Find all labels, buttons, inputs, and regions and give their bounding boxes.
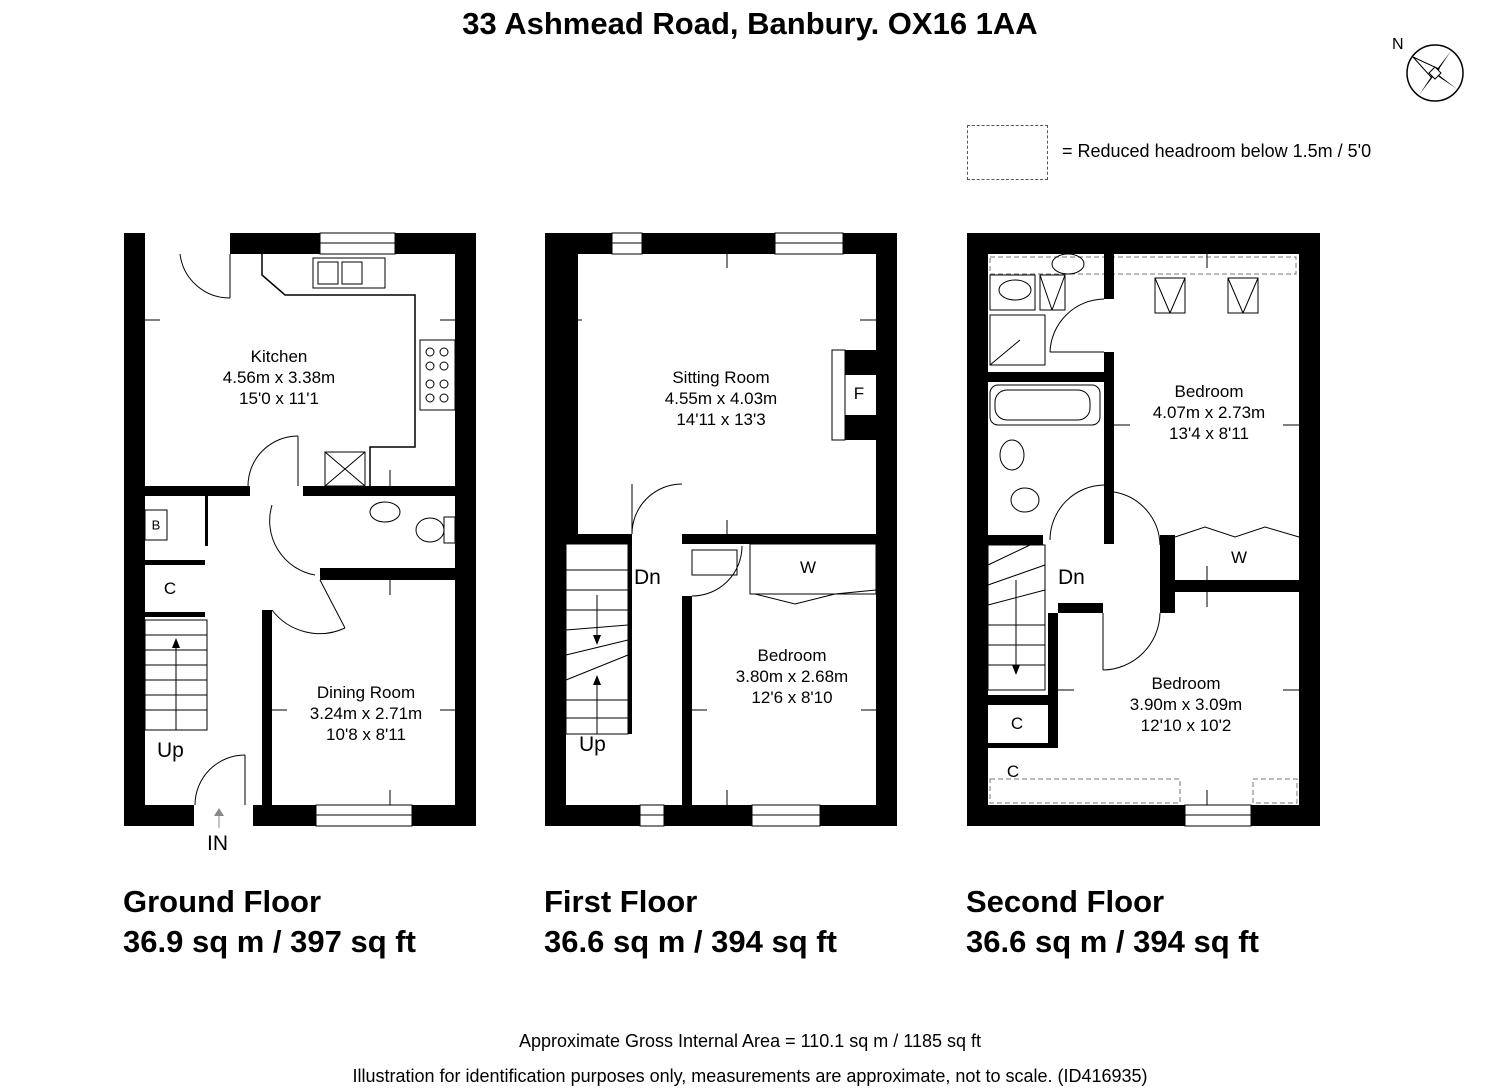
first-floor-area: 36.6 sq m / 394 sq ft bbox=[544, 924, 837, 959]
entrance-label: IN bbox=[207, 832, 228, 855]
kitchen-label bbox=[223, 346, 335, 409]
disclaimer: Illustration for identification purposes only, measurements are approximate, not to scale. (ID416935) bbox=[352, 1066, 1148, 1086]
second-bedroom-1-metric: 4.07m x 2.73m bbox=[1152, 403, 1266, 422]
second-bedroom-2-metric: 3.90m x 3.09m bbox=[1129, 695, 1243, 714]
dining-room-name: Dining Room bbox=[316, 683, 416, 702]
second-cupboard-1-label: C bbox=[1010, 714, 1024, 733]
north-label: N bbox=[1392, 36, 1404, 53]
second-bedroom-1-label bbox=[1153, 381, 1265, 444]
first-stairs-down-label: Dn bbox=[634, 566, 661, 589]
dining-room-metric: 3.24m x 2.71m bbox=[309, 704, 423, 723]
sitting-room-imperial: 14'11 x 13'3 bbox=[676, 410, 766, 429]
fireplace-label: F bbox=[853, 384, 865, 403]
second-bedroom-1-name: Bedroom bbox=[1174, 382, 1244, 401]
page-title: 33 Ashmead Road, Banbury. OX16 1AA bbox=[462, 6, 1038, 41]
compass-rose-icon bbox=[1407, 45, 1463, 101]
first-wardrobe-label: W bbox=[799, 558, 817, 577]
ground-floor-area: 36.9 sq m / 397 sq ft bbox=[123, 924, 416, 959]
first-stairs-up-label: Up bbox=[579, 733, 606, 756]
dining-room-imperial: 10'8 x 8'11 bbox=[326, 725, 406, 744]
second-floor-title: Second Floor bbox=[966, 884, 1165, 919]
sitting-room-label bbox=[665, 367, 777, 430]
first-bedroom-label bbox=[736, 645, 848, 708]
ground-cupboard-label: C bbox=[163, 579, 177, 598]
second-bedroom-1-imperial: 13'4 x 8'11 bbox=[1169, 424, 1249, 443]
sitting-room-name: Sitting Room bbox=[672, 368, 770, 387]
dining-room-label bbox=[310, 682, 422, 745]
second-floor-area: 36.6 sq m / 394 sq ft bbox=[966, 924, 1259, 959]
second-stairs-down-label: Dn bbox=[1058, 566, 1085, 589]
kitchen-name: Kitchen bbox=[250, 347, 308, 366]
second-bedroom-2-imperial: 12'10 x 10'2 bbox=[1140, 716, 1232, 735]
kitchen-metric: 4.56m x 3.38m bbox=[222, 368, 336, 387]
gross-internal-area: Approximate Gross Internal Area = 110.1 sq m / 1185 sq ft bbox=[518, 1031, 982, 1051]
first-bedroom-name: Bedroom bbox=[757, 646, 827, 665]
kitchen-imperial: 15'0 x 11'1 bbox=[239, 389, 319, 408]
second-floor-plan bbox=[967, 233, 1320, 826]
second-wardrobe-label: W bbox=[1230, 548, 1248, 567]
second-bedroom-2-label bbox=[1130, 673, 1242, 736]
ground-floor-title: Ground Floor bbox=[123, 884, 322, 919]
first-floor-title: First Floor bbox=[544, 884, 698, 919]
ground-stairs-up-label: Up bbox=[157, 739, 184, 762]
sitting-room-metric: 4.55m x 4.03m bbox=[664, 389, 778, 408]
first-bedroom-metric: 3.80m x 2.68m bbox=[735, 667, 849, 686]
second-bedroom-2-name: Bedroom bbox=[1151, 674, 1221, 693]
second-cupboard-2-label: C bbox=[1006, 762, 1020, 781]
first-bedroom-imperial: 12'6 x 8'10 bbox=[751, 688, 833, 707]
boiler-label: B bbox=[151, 517, 161, 533]
reduced-headroom-legend-text: = Reduced headroom below 1.5m / 5'0 bbox=[1062, 141, 1372, 161]
